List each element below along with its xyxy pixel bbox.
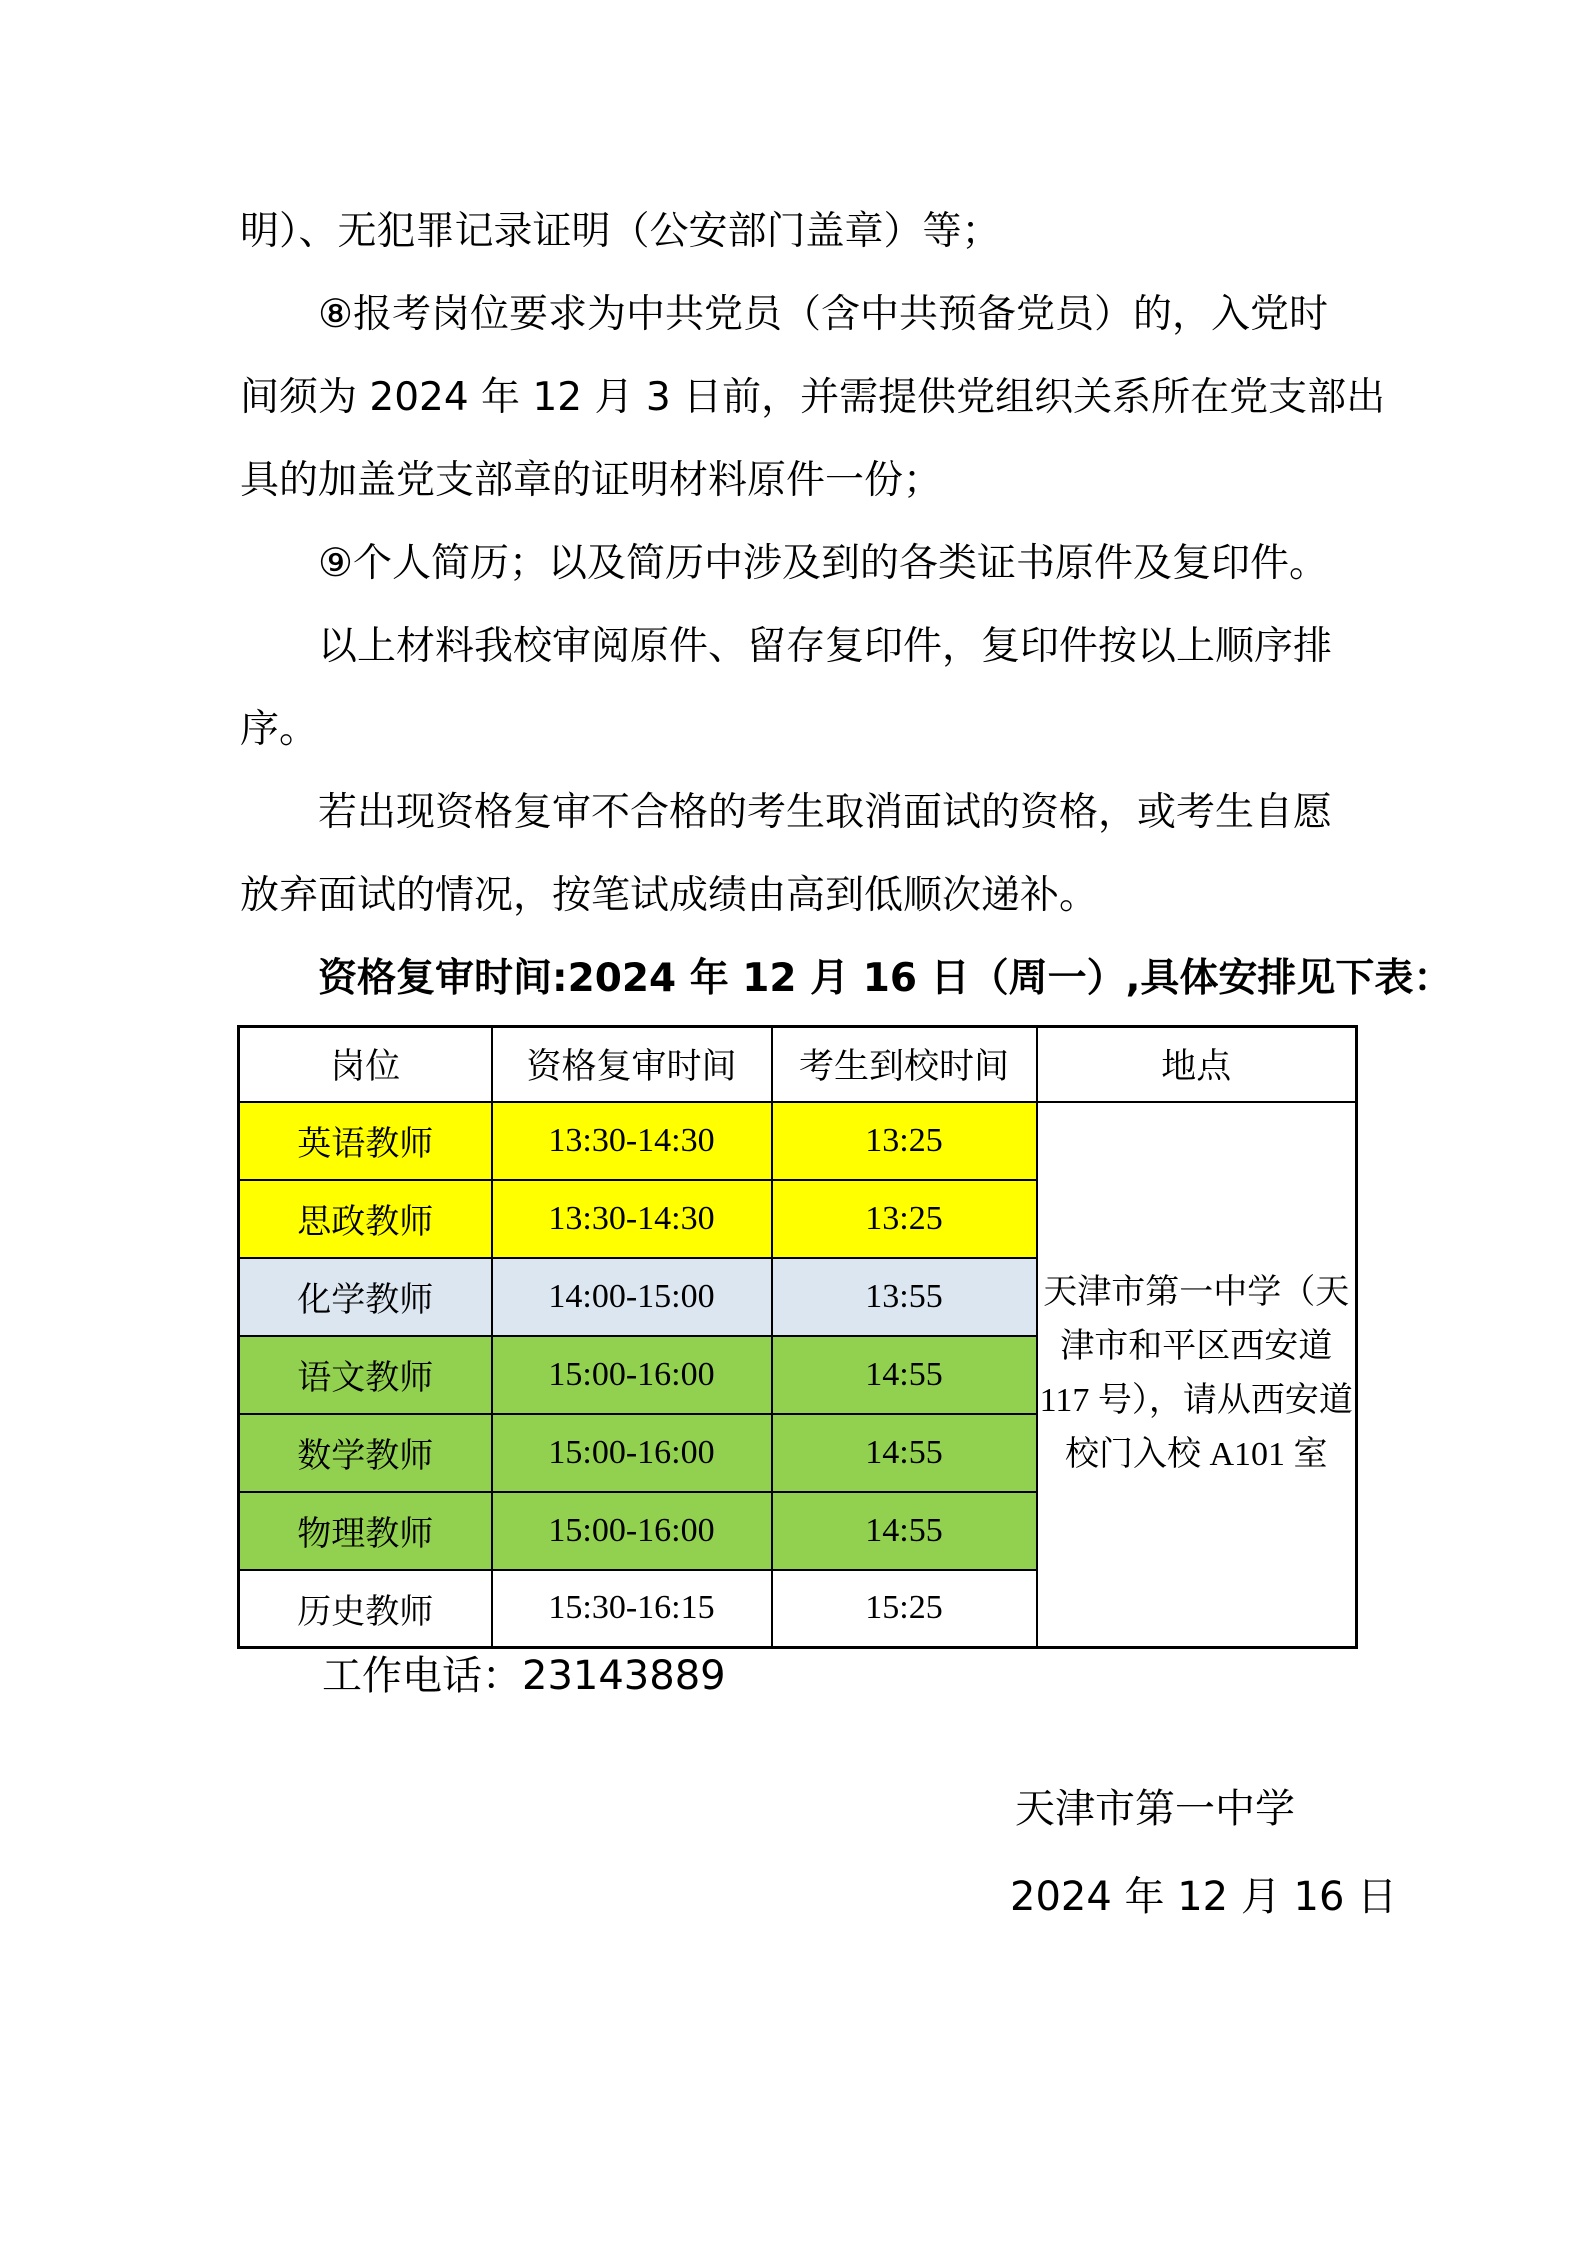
arrival-time-cell: 13:55 bbox=[772, 1258, 1037, 1336]
post-cell: 思政教师 bbox=[239, 1180, 492, 1258]
header-arrival-time: 考生到校时间 bbox=[772, 1027, 1037, 1102]
paragraph-line: 序。 bbox=[240, 707, 319, 752]
paragraph-line: 间须为 2024 年 12 月 3 日前，并需提供党组织关系所在党支部出 bbox=[240, 375, 1386, 420]
arrival-time-cell: 14:55 bbox=[772, 1336, 1037, 1414]
paragraph-line: 以上材料我校审阅原件、留存复印件，复印件按以上顺序排 bbox=[318, 624, 1333, 669]
signature-block bbox=[1010, 1786, 1398, 1920]
post-cell: 语文教师 bbox=[239, 1336, 492, 1414]
table-header-row bbox=[239, 1027, 1357, 1102]
arrival-time-cell: 15:25 bbox=[772, 1570, 1037, 1648]
post-cell: 化学教师 bbox=[239, 1258, 492, 1336]
header-location: 地点 bbox=[1037, 1027, 1357, 1102]
schedule-table bbox=[237, 1025, 1358, 1649]
post-cell: 数学教师 bbox=[239, 1414, 492, 1492]
arrival-time-cell: 14:55 bbox=[772, 1414, 1037, 1492]
post-cell: 历史教师 bbox=[239, 1570, 492, 1648]
review-time-cell: 15:00-16:00 bbox=[492, 1492, 772, 1570]
review-time-cell: 13:30-14:30 bbox=[492, 1180, 772, 1258]
header-post: 岗位 bbox=[239, 1027, 492, 1102]
review-time-heading: 资格复审时间:2024 年 12 月 16 日（周一）,具体安排见下表： bbox=[318, 956, 1453, 1001]
paragraph-line: 若出现资格复审不合格的考生取消面试的资格，或考生自愿 bbox=[318, 790, 1333, 835]
location-cell: 天津市第一中学（天津市和平区西安道 117 号），请从西安道校门入校 A101 室 bbox=[1037, 1102, 1357, 1648]
paragraph-line: ⑧报考岗位要求为中共党员（含中共预备党员）的，入党时 bbox=[318, 292, 1328, 337]
post-cell: 英语教师 bbox=[239, 1102, 492, 1180]
arrival-time-cell: 14:55 bbox=[772, 1492, 1037, 1570]
post-cell: 物理教师 bbox=[239, 1492, 492, 1570]
header-review-time: 资格复审时间 bbox=[492, 1027, 772, 1102]
review-time-cell: 13:30-14:30 bbox=[492, 1102, 772, 1180]
signature-org: 天津市第一中学 bbox=[1015, 1786, 1295, 1832]
paragraph-line: 具的加盖党支部章的证明材料原件一份； bbox=[240, 458, 943, 503]
table-row bbox=[239, 1102, 1357, 1180]
document-body bbox=[240, 190, 1453, 1020]
review-time-cell: 14:00-15:00 bbox=[492, 1258, 772, 1336]
review-time-cell: 15:00-16:00 bbox=[492, 1336, 772, 1414]
signature-date: 2024 年 12 月 16 日 bbox=[1010, 1874, 1398, 1920]
review-time-cell: 15:00-16:00 bbox=[492, 1414, 772, 1492]
review-time-cell: 15:30-16:15 bbox=[492, 1570, 772, 1648]
arrival-time-cell: 13:25 bbox=[772, 1102, 1037, 1180]
arrival-time-cell: 13:25 bbox=[772, 1180, 1037, 1258]
paragraph-line: 明）、无犯罪记录证明（公安部门盖章）等； bbox=[240, 209, 1001, 254]
paragraph-line: 放弃面试的情况，按笔试成绩由高到低顺次递补。 bbox=[240, 873, 1099, 918]
paragraph-line: ⑨个人简历；以及简历中涉及到的各类证书原件及复印件。 bbox=[318, 541, 1328, 586]
phone-line: 工作电话：23143889 bbox=[322, 1653, 726, 1699]
